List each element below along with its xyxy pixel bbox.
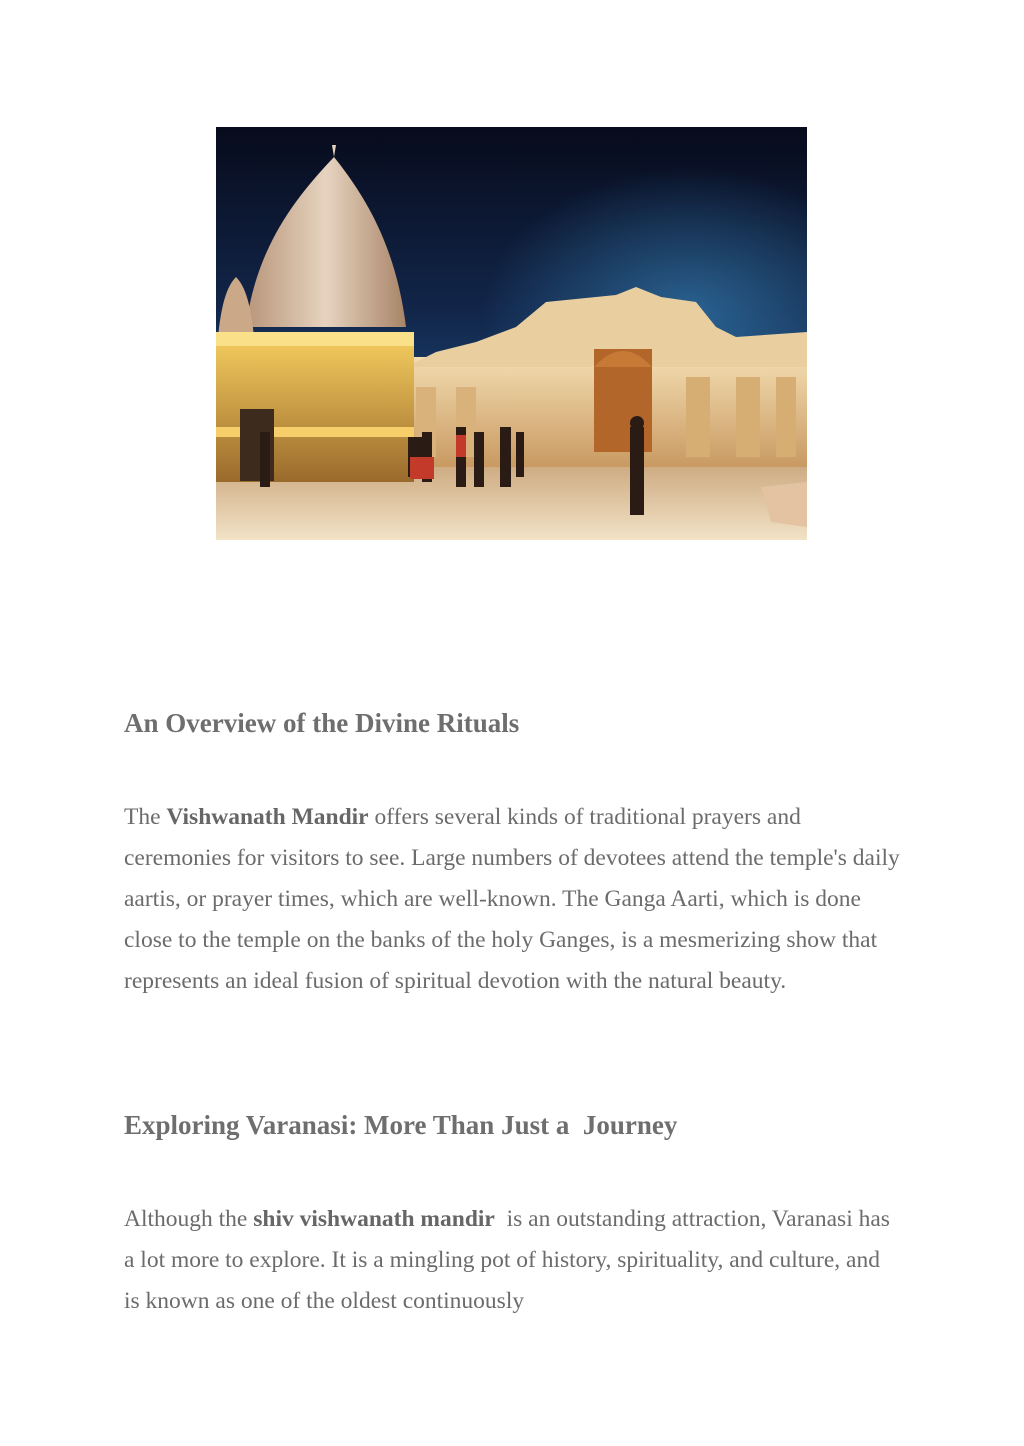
temple-photo [216, 127, 807, 540]
rituals-text-rest: offers several kinds of traditional prayers and ceremonies for visitors to see. Large numbers of devotees attend the temple's daily aartis, or prayer times, which are well-known. The Ganga Aarti, which is done close to the temple on the banks of the holy Ganges, is a mesmerizing show that represents an ideal fusion of spiritual devotion with the natural beauty. [124, 804, 900, 994]
section-heading-rituals: An Overview of the Divine Rituals [124, 708, 520, 738]
rituals-bold-term: Vishwanath Mandir [166, 804, 369, 830]
varanasi-text-rest: is an outstanding attraction, Varanasi has a lot more to explore. It is a mingling pot of history, spirituality, and culture, and is known as one of the oldest continuously [124, 1206, 896, 1314]
rituals-text-start: The [124, 804, 167, 830]
varanasi-bold-term: shiv vishwanath mandir [253, 1206, 495, 1232]
section-heading-varanasi: Exploring Varanasi: More Than Just a Journey [124, 1110, 678, 1140]
varanasi-text-start: Although the [124, 1206, 254, 1232]
varanasi-paragraph [124, 1199, 900, 1322]
rituals-paragraph [124, 797, 900, 1002]
